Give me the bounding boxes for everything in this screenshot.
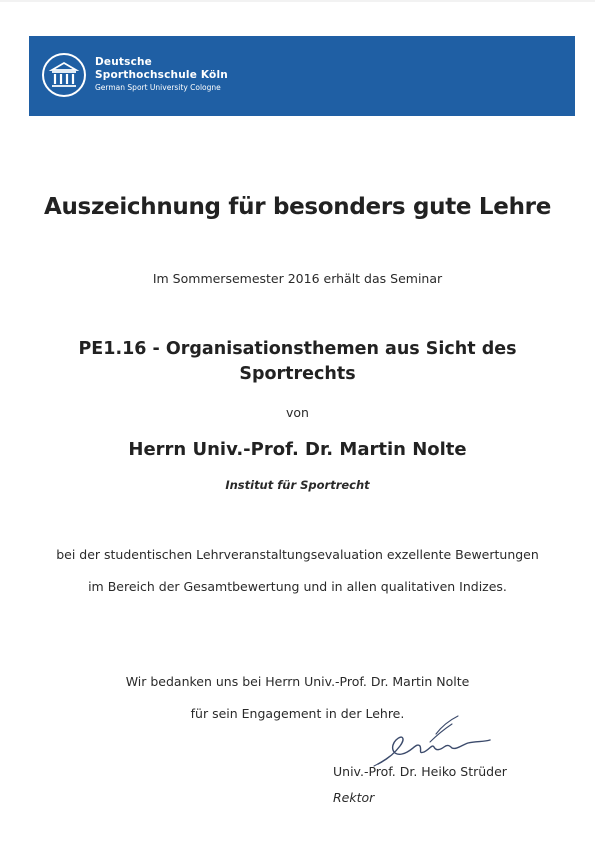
university-building-icon <box>42 53 86 97</box>
certificate-title: Auszeichnung für besonders gute Lehre <box>43 194 551 220</box>
handwritten-signature <box>372 712 496 768</box>
evaluation-line-2: im Bereich der Gesamtbewertung und in allen qualitativen Indizes. <box>88 579 507 594</box>
institute-name: Institut für Sportrecht <box>225 478 370 492</box>
logo-line-2: Sporthochschule Köln <box>95 69 228 81</box>
seminar-title <box>0 337 595 387</box>
evaluation-text <box>0 539 595 603</box>
thanks-text <box>0 666 595 730</box>
evaluation-line-1: bei der studentischen Lehrveranstaltungsevaluation exzellente Bewertungen <box>56 547 539 562</box>
signatory-name: Univ.-Prof. Dr. Heiko Strüder <box>333 764 507 779</box>
university-logo-text <box>95 56 228 93</box>
header-band <box>29 36 575 116</box>
recipient-name: Herrn Univ.-Prof. Dr. Martin Nolte <box>128 439 467 460</box>
intro-text: Im Sommersemester 2016 erhält das Seminar <box>152 271 443 286</box>
von-text: von <box>286 405 309 420</box>
seminar-title-line-1: PE1.16 - Organisationsthemen aus Sicht des <box>78 339 517 359</box>
thanks-line-2: für sein Engagement in der Lehre. <box>190 706 405 721</box>
seminar-title-line-2: Sportrechts <box>239 364 356 384</box>
logo-line-3: German Sport University Cologne <box>95 83 221 92</box>
signatory-role: Rektor <box>333 790 375 805</box>
thanks-line-1: Wir bedanken uns bei Herrn Univ.-Prof. Dr. Martin Nolte <box>125 674 470 689</box>
logo-line-1: Deutsche <box>95 56 153 68</box>
scan-edge <box>0 0 595 2</box>
